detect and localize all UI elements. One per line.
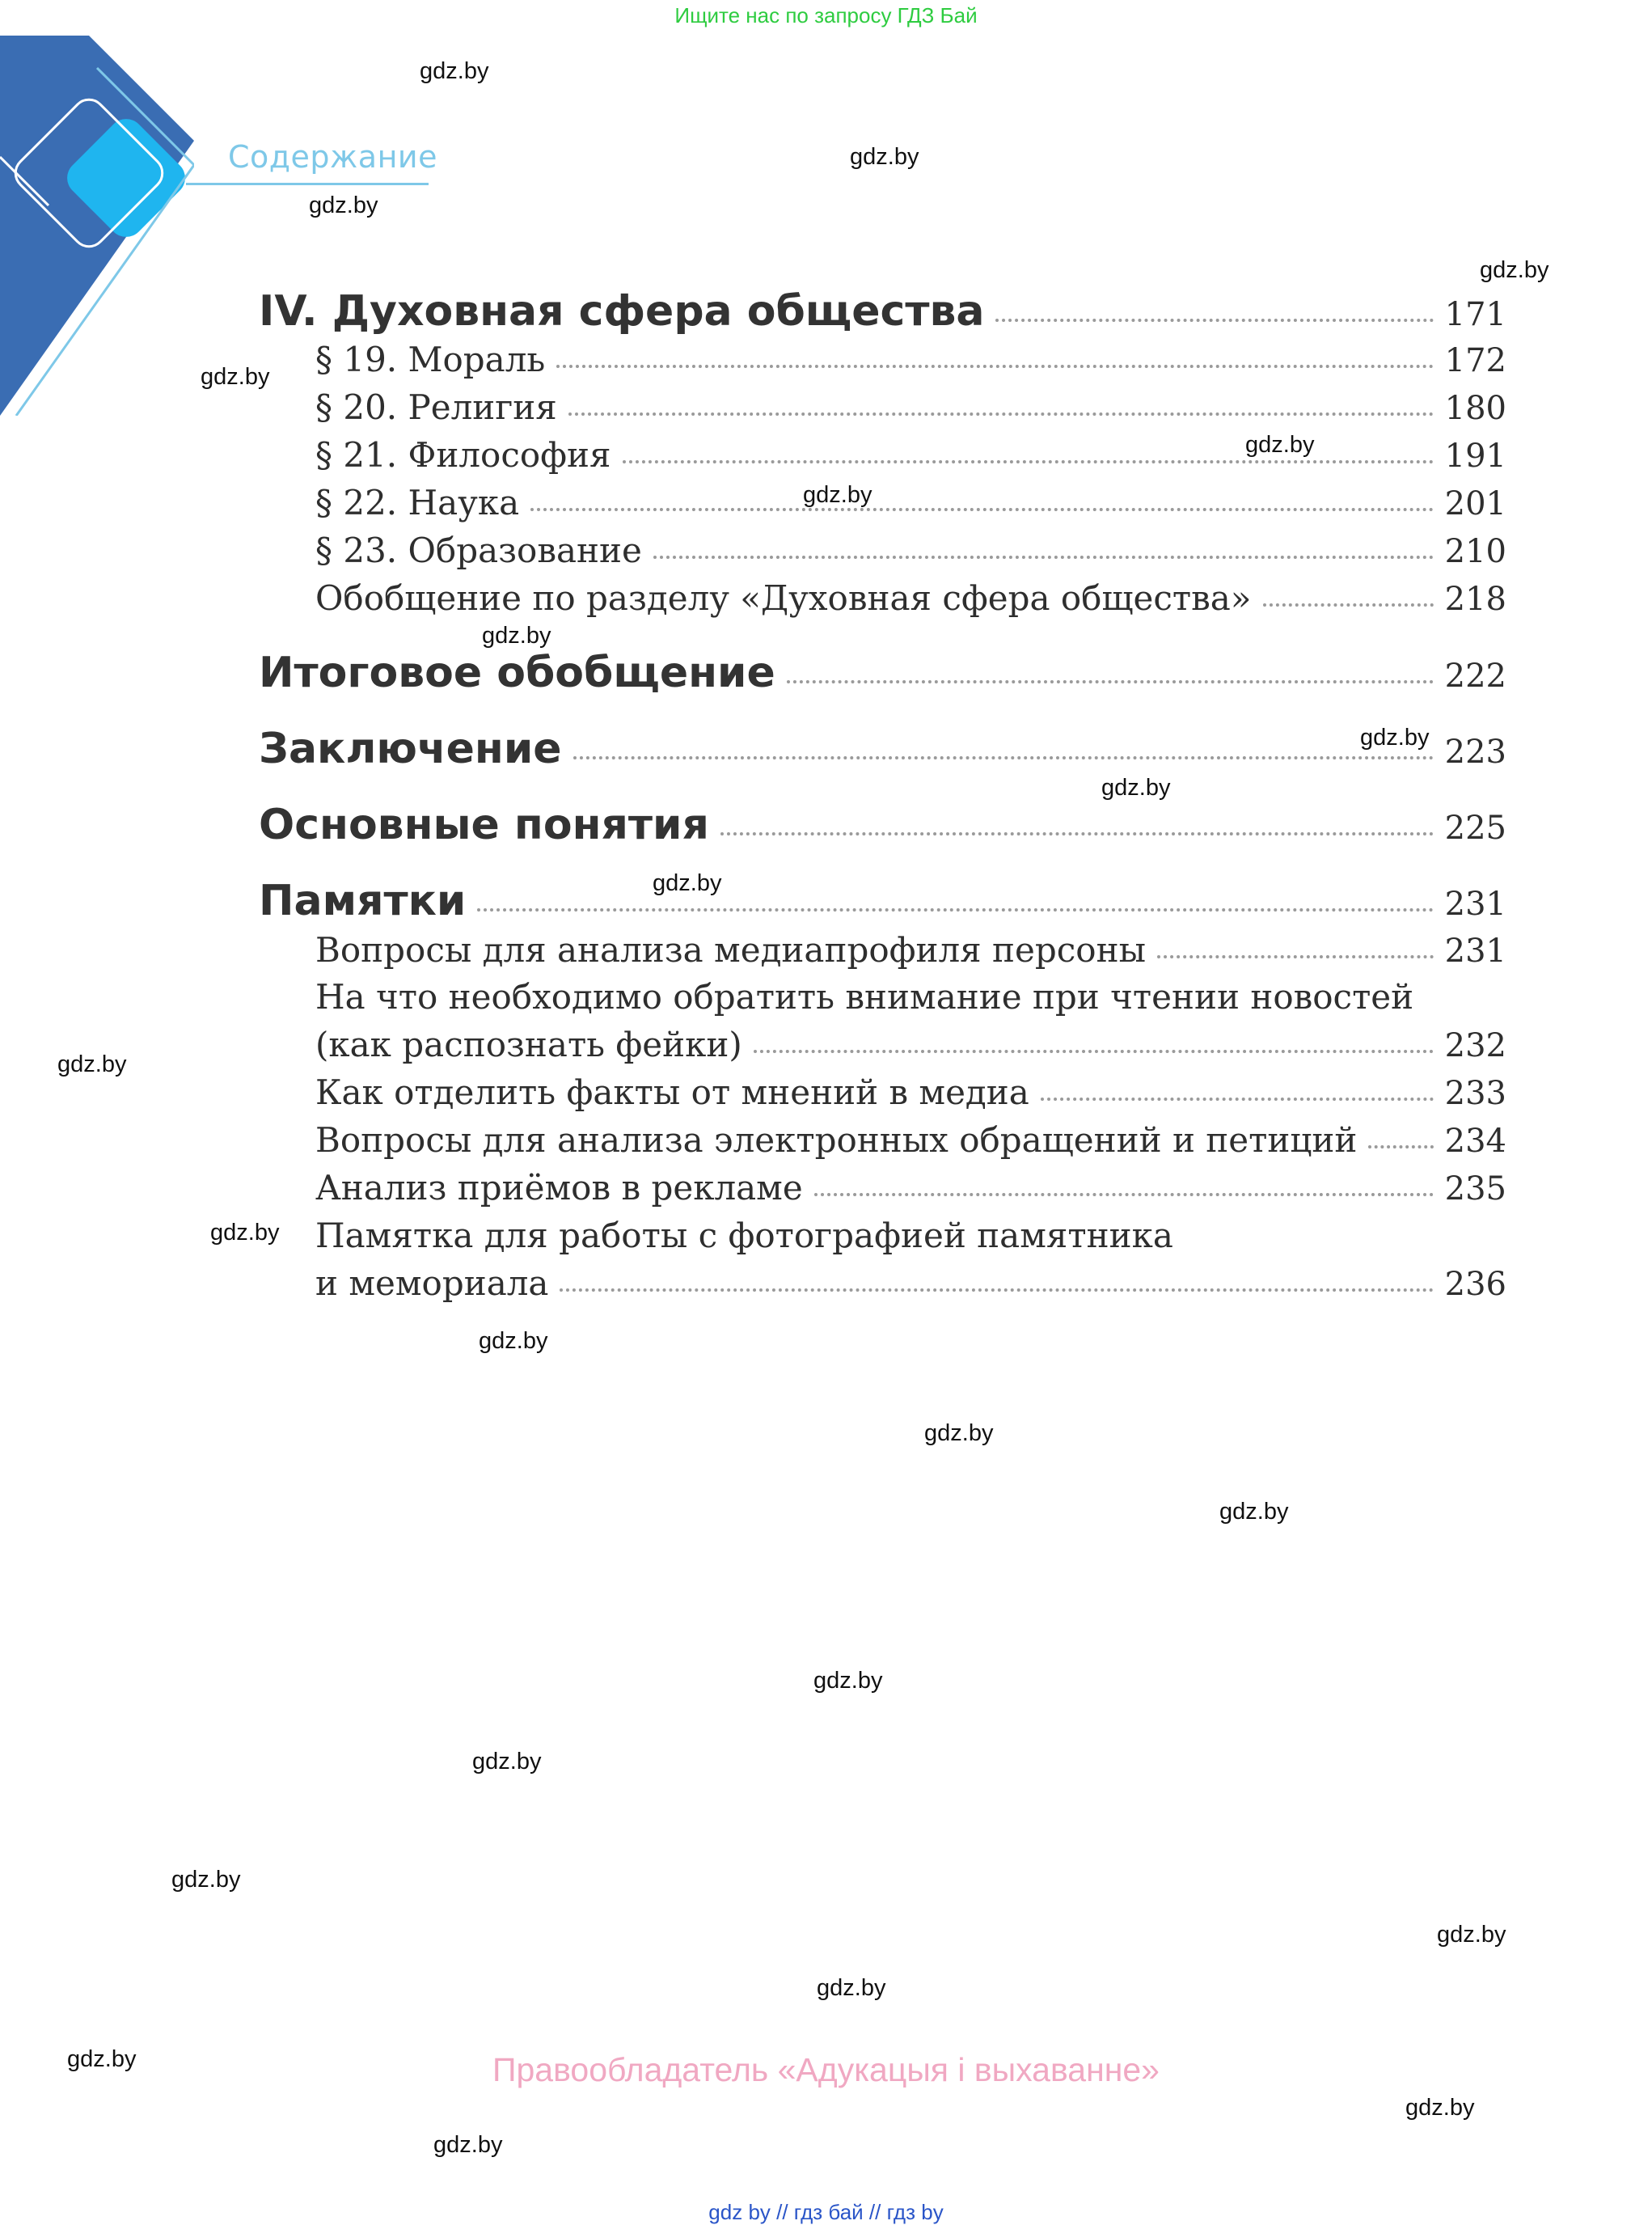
watermark: gdz.by — [309, 192, 378, 218]
toc-page: 191 — [1444, 438, 1506, 475]
toc-page: 231 — [1444, 886, 1506, 923]
watermark: gdz.by — [1480, 257, 1549, 283]
dot-leader — [814, 1193, 1434, 1196]
toc-page: 231 — [1444, 933, 1506, 970]
corner-decoration — [0, 36, 194, 416]
toc-page: 236 — [1444, 1266, 1506, 1303]
toc-label: IV. Духовная сфера общества — [259, 287, 985, 336]
dot-leader — [787, 680, 1434, 683]
toc-label-first-line[interactable]: Памятка для работы с фотографией памятника — [315, 1216, 1173, 1255]
watermark: gdz.by — [482, 623, 551, 649]
watermark: gdz.by — [1360, 725, 1430, 751]
toc-entry[interactable] — [259, 287, 1506, 336]
dot-leader — [530, 508, 1433, 511]
toc-label: и мемориала — [315, 1263, 549, 1303]
dot-leader — [556, 365, 1433, 368]
dot-leader — [995, 319, 1433, 322]
watermark: gdz.by — [803, 482, 872, 508]
watermark: gdz.by — [1101, 775, 1171, 801]
toc-page: 235 — [1444, 1170, 1506, 1208]
watermark: gdz.by — [420, 58, 489, 84]
toc-page: 201 — [1444, 485, 1506, 522]
watermark: gdz.by — [653, 870, 722, 896]
dot-leader — [568, 412, 1434, 416]
toc-entry[interactable] — [315, 531, 1506, 570]
toc-label: Вопросы для анализа медиапрофиля персоны — [315, 930, 1146, 970]
toc-page: 222 — [1444, 658, 1506, 695]
watermark: gdz.by — [817, 1975, 886, 2001]
toc-label: Основные понятия — [259, 801, 709, 849]
toc-label: Как отделить факты от мнений в медиа — [315, 1072, 1029, 1112]
watermark: gdz.by — [472, 1749, 542, 1775]
toc-entry[interactable] — [315, 930, 1506, 970]
toc-label: § 23. Образование — [315, 531, 642, 570]
toc-page: 225 — [1444, 810, 1506, 847]
dot-leader — [560, 1288, 1433, 1292]
toc-entry[interactable] — [259, 725, 1506, 773]
toc-label-first-line[interactable]: На что необходимо обратить внимание при чтении новостей — [315, 977, 1414, 1017]
toc-entry[interactable] — [315, 1072, 1506, 1112]
watermark: gdz.by — [201, 364, 270, 390]
toc-entry[interactable] — [315, 340, 1506, 379]
watermark: gdz.by — [433, 2132, 503, 2158]
dot-leader — [653, 556, 1434, 559]
section-title: Содержание — [228, 139, 437, 175]
watermark: gdz.by — [1405, 2095, 1475, 2121]
toc-page: 232 — [1444, 1027, 1506, 1064]
footer-links[interactable]: gdz by // гдз бай // гдз by — [708, 2200, 944, 2224]
toc-label: § 20. Религия — [315, 387, 557, 427]
watermark: gdz.by — [1245, 432, 1315, 458]
toc-label: Обобщение по разделу «Духовная сфера общества» — [315, 578, 1252, 618]
section-underline — [186, 183, 429, 185]
top-banner: Ищите нас по запросу ГДЗ Бай — [674, 3, 978, 27]
toc-label: (как распознать фейки) — [315, 1025, 742, 1064]
toc-page: 172 — [1444, 342, 1506, 379]
toc-page: 234 — [1444, 1123, 1506, 1160]
toc-page: 223 — [1444, 734, 1506, 771]
toc-label: § 21. Философия — [315, 435, 611, 475]
watermark: gdz.by — [1437, 1922, 1506, 1948]
toc-entry[interactable] — [259, 801, 1506, 849]
watermark: gdz.by — [924, 1420, 994, 1446]
toc-entry[interactable] — [315, 435, 1506, 475]
dot-leader — [1041, 1098, 1434, 1101]
watermark: gdz.by — [67, 2046, 137, 2072]
dot-leader — [1368, 1145, 1433, 1148]
dot-leader — [573, 756, 1434, 759]
dot-leader — [623, 460, 1434, 463]
toc-page: 233 — [1444, 1075, 1506, 1112]
toc-label: Анализ приёмов в рекламе — [315, 1168, 803, 1208]
toc-entry[interactable] — [315, 483, 1506, 522]
watermark: gdz.by — [1219, 1499, 1289, 1525]
dot-leader — [754, 1050, 1434, 1053]
toc-entry[interactable] — [315, 1263, 1506, 1303]
rights-holder: Правообладатель «Адукацыя і выхаванне» — [492, 2051, 1160, 2088]
watermark: gdz.by — [850, 144, 919, 170]
toc-label: § 19. Мораль — [315, 340, 546, 379]
toc-label: Памятки — [259, 877, 467, 925]
toc-page: 180 — [1444, 390, 1506, 427]
watermark: gdz.by — [171, 1867, 241, 1893]
toc-entry[interactable] — [315, 387, 1506, 427]
toc-page: 210 — [1444, 533, 1506, 570]
toc-entry[interactable] — [259, 877, 1506, 925]
dot-leader — [1157, 955, 1434, 958]
dot-leader — [1263, 603, 1434, 607]
toc-label: Вопросы для анализа электронных обращений и петиций — [315, 1120, 1358, 1160]
toc-label: Итоговое обобщение — [259, 649, 775, 697]
watermark: gdz.by — [57, 1051, 127, 1077]
toc-entry[interactable] — [315, 1168, 1506, 1208]
toc-page: 218 — [1444, 581, 1506, 618]
watermark: gdz.by — [479, 1328, 548, 1354]
toc-label: Заключение — [259, 725, 562, 773]
dot-leader — [720, 832, 1434, 835]
toc-entry[interactable] — [315, 1120, 1506, 1160]
toc-entry[interactable] — [315, 578, 1506, 618]
toc-label: § 22. Наука — [315, 483, 520, 522]
dot-leader — [477, 908, 1433, 912]
toc-entry[interactable] — [259, 649, 1506, 697]
toc-entry[interactable] — [315, 1025, 1506, 1064]
watermark: gdz.by — [210, 1220, 280, 1246]
toc-page: 171 — [1444, 296, 1506, 333]
watermark: gdz.by — [813, 1668, 883, 1694]
